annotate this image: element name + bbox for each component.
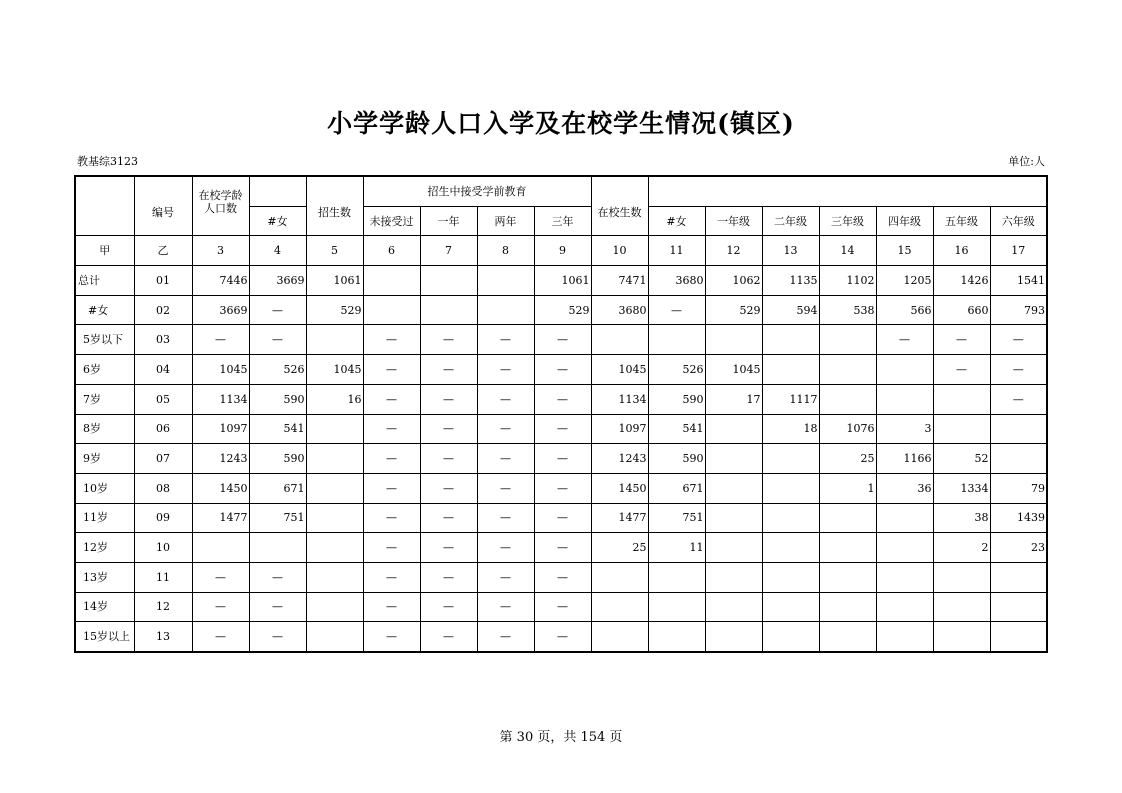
data-cell (819, 533, 876, 563)
index-cell: 10 (591, 236, 648, 266)
data-cell: 1450 (591, 473, 648, 503)
data-cell: 590 (648, 384, 705, 414)
index-row (75, 236, 1047, 266)
data-cell (819, 325, 876, 355)
row-code: 08 (134, 473, 192, 503)
row-code: 07 (134, 444, 192, 474)
data-cell (705, 622, 762, 652)
data-cell: — (420, 384, 477, 414)
row-code: 10 (134, 533, 192, 563)
data-cell: 566 (876, 295, 933, 325)
data-cell (819, 384, 876, 414)
female2-header: #女 (648, 206, 705, 236)
data-cell: 1243 (192, 444, 249, 474)
data-cell: — (363, 355, 420, 385)
data-cell (363, 295, 420, 325)
data-cell: 25 (591, 533, 648, 563)
data-cell: 751 (648, 503, 705, 533)
data-cell: — (249, 325, 306, 355)
table-row (75, 444, 1047, 474)
data-cell (990, 592, 1047, 622)
data-cell: — (534, 562, 591, 592)
data-cell: — (249, 562, 306, 592)
statistics-table (74, 175, 1048, 653)
data-cell: 671 (648, 473, 705, 503)
data-cell (420, 266, 477, 296)
data-cell: — (192, 622, 249, 652)
data-cell: — (363, 444, 420, 474)
row-label: 13岁 (75, 562, 134, 592)
data-cell (591, 622, 648, 652)
data-cell: 1205 (876, 266, 933, 296)
data-cell (306, 503, 363, 533)
data-cell (705, 444, 762, 474)
data-cell: 529 (705, 295, 762, 325)
index-cell: 11 (648, 236, 705, 266)
row-label: 9岁 (75, 444, 134, 474)
data-cell (705, 533, 762, 563)
index-cell: 甲 (75, 236, 134, 266)
data-cell: 2 (933, 533, 990, 563)
data-cell: — (990, 325, 1047, 355)
data-cell (306, 325, 363, 355)
data-cell: — (420, 414, 477, 444)
index-cell: 12 (705, 236, 762, 266)
data-cell: 1134 (591, 384, 648, 414)
data-cell (705, 562, 762, 592)
data-cell: 79 (990, 473, 1047, 503)
data-cell: — (534, 355, 591, 385)
index-cell: 13 (762, 236, 819, 266)
data-cell: 1061 (306, 266, 363, 296)
unit-label: 单位:人 (1008, 155, 1045, 168)
data-cell (306, 444, 363, 474)
data-cell (990, 444, 1047, 474)
data-cell: — (420, 355, 477, 385)
data-cell (819, 622, 876, 652)
page-footer: 第 30 页，共 154 页 (499, 730, 623, 745)
data-cell: — (477, 444, 534, 474)
data-cell: 3680 (648, 266, 705, 296)
data-cell: — (534, 384, 591, 414)
data-cell (876, 533, 933, 563)
table-row (75, 533, 1047, 563)
index-cell: 3 (192, 236, 249, 266)
data-cell: — (363, 533, 420, 563)
table-row (75, 562, 1047, 592)
row-label: 5岁以下 (75, 325, 134, 355)
data-cell: 1134 (192, 384, 249, 414)
data-cell: 1076 (819, 414, 876, 444)
data-cell (648, 562, 705, 592)
data-cell (762, 444, 819, 474)
index-cell: 4 (249, 236, 306, 266)
data-cell (591, 562, 648, 592)
data-cell: — (477, 325, 534, 355)
table-row (75, 592, 1047, 622)
data-cell: — (420, 562, 477, 592)
page-title: 小学学龄人口入学及在校学生情况(镇区) (327, 109, 795, 138)
data-cell: 1097 (192, 414, 249, 444)
number-header: 编号 (134, 206, 192, 236)
two-years-header: 两年 (477, 206, 534, 236)
index-cell: 乙 (134, 236, 192, 266)
data-cell: 25 (819, 444, 876, 474)
data-cell: — (249, 592, 306, 622)
row-label: 总计 (75, 266, 134, 296)
index-cell: 5 (306, 236, 363, 266)
row-code: 11 (134, 562, 192, 592)
table-row (75, 414, 1047, 444)
data-cell: — (363, 592, 420, 622)
data-cell (306, 414, 363, 444)
data-cell: 1450 (192, 473, 249, 503)
data-cell: 1045 (306, 355, 363, 385)
in-school-header: 在校生数 (591, 206, 648, 236)
data-cell: 1045 (591, 355, 648, 385)
grade3-header: 三年级 (819, 206, 876, 236)
data-cell: 3669 (249, 266, 306, 296)
data-cell: 526 (249, 355, 306, 385)
data-cell: — (477, 414, 534, 444)
data-cell (306, 622, 363, 652)
number-header-top (134, 176, 192, 206)
row-code: 05 (134, 384, 192, 414)
data-cell (192, 533, 249, 563)
data-cell (876, 503, 933, 533)
data-cell: — (192, 592, 249, 622)
female-header: #女 (249, 206, 306, 236)
row-code: 06 (134, 414, 192, 444)
data-cell: — (249, 295, 306, 325)
data-cell (933, 592, 990, 622)
row-label: 10岁 (75, 473, 134, 503)
data-cell: — (363, 473, 420, 503)
table-row (75, 503, 1047, 533)
row-code: 09 (134, 503, 192, 533)
data-cell: 1062 (705, 266, 762, 296)
data-cell: 529 (534, 295, 591, 325)
data-cell (819, 503, 876, 533)
data-cell (762, 622, 819, 652)
data-cell: 1166 (876, 444, 933, 474)
data-cell: 1117 (762, 384, 819, 414)
data-cell: 1426 (933, 266, 990, 296)
data-cell (477, 295, 534, 325)
data-cell (477, 266, 534, 296)
data-cell: — (420, 473, 477, 503)
row-code: 03 (134, 325, 192, 355)
data-cell: — (363, 414, 420, 444)
index-cell: 16 (933, 236, 990, 266)
data-cell (420, 295, 477, 325)
data-cell (306, 592, 363, 622)
data-cell (876, 562, 933, 592)
data-cell: 1477 (192, 503, 249, 533)
data-cell: — (192, 562, 249, 592)
data-cell: 36 (876, 473, 933, 503)
data-cell: 1541 (990, 266, 1047, 296)
data-cell: — (363, 325, 420, 355)
row-label: #女 (75, 295, 134, 325)
data-cell: 594 (762, 295, 819, 325)
data-cell: — (420, 622, 477, 652)
data-cell (933, 622, 990, 652)
data-cell: — (420, 533, 477, 563)
data-cell: 1439 (990, 503, 1047, 533)
data-cell (648, 622, 705, 652)
data-cell (933, 562, 990, 592)
data-cell (591, 592, 648, 622)
data-cell (648, 325, 705, 355)
row-code: 13 (134, 622, 192, 652)
data-cell (762, 533, 819, 563)
data-cell: — (876, 325, 933, 355)
enrolled-header: 招生数 (306, 206, 363, 236)
index-cell: 7 (420, 236, 477, 266)
data-cell (933, 414, 990, 444)
data-cell: — (933, 355, 990, 385)
data-cell: 1097 (591, 414, 648, 444)
data-cell: 7446 (192, 266, 249, 296)
data-cell (363, 266, 420, 296)
data-cell (762, 592, 819, 622)
data-cell: 3680 (591, 295, 648, 325)
data-cell: 1045 (705, 355, 762, 385)
data-cell: 23 (990, 533, 1047, 563)
index-cell: 6 (363, 236, 420, 266)
row-label: 11岁 (75, 503, 134, 533)
data-cell: 1334 (933, 473, 990, 503)
enrolled-header-top (306, 176, 363, 206)
row-label: 14岁 (75, 592, 134, 622)
data-cell: — (534, 622, 591, 652)
data-cell: — (420, 503, 477, 533)
data-cell: — (990, 384, 1047, 414)
data-cell (762, 473, 819, 503)
data-cell (819, 592, 876, 622)
school-age-pop-header: 在校学龄 人口数 (192, 176, 249, 236)
data-cell (876, 384, 933, 414)
data-cell: 590 (249, 444, 306, 474)
data-cell: — (477, 503, 534, 533)
row-label: 12岁 (75, 533, 134, 563)
data-cell (762, 562, 819, 592)
data-cell (990, 622, 1047, 652)
data-cell: — (249, 622, 306, 652)
data-cell (762, 325, 819, 355)
data-cell: — (477, 533, 534, 563)
data-cell (876, 355, 933, 385)
grade-group-header (648, 176, 1047, 206)
data-cell (990, 414, 1047, 444)
data-cell (705, 503, 762, 533)
data-cell (876, 622, 933, 652)
data-cell (819, 355, 876, 385)
data-cell (705, 592, 762, 622)
row-label: 15岁以上 (75, 622, 134, 652)
data-cell (249, 533, 306, 563)
data-cell: — (420, 592, 477, 622)
data-cell: 1 (819, 473, 876, 503)
data-cell: 3 (876, 414, 933, 444)
data-cell: 17 (705, 384, 762, 414)
data-cell: — (192, 325, 249, 355)
data-cell (306, 533, 363, 563)
three-years-header: 三年 (534, 206, 591, 236)
grade6-header: 六年级 (990, 206, 1047, 236)
female-header-top (249, 176, 306, 206)
data-cell (762, 355, 819, 385)
data-cell: — (477, 592, 534, 622)
data-cell (306, 562, 363, 592)
data-cell: 751 (249, 503, 306, 533)
grade2-header: 二年级 (762, 206, 819, 236)
data-cell: — (363, 384, 420, 414)
data-cell (819, 562, 876, 592)
index-cell: 15 (876, 236, 933, 266)
data-cell: — (648, 295, 705, 325)
data-cell: — (477, 355, 534, 385)
data-cell: 1061 (534, 266, 591, 296)
data-cell: — (363, 622, 420, 652)
none-preschool-header: 未接受过 (363, 206, 420, 236)
data-cell: 7471 (591, 266, 648, 296)
data-cell: 590 (249, 384, 306, 414)
preschool-group-header: 招生中接受学前教育 (363, 176, 591, 206)
data-cell: 538 (819, 295, 876, 325)
data-cell: 16 (306, 384, 363, 414)
data-cell: — (477, 622, 534, 652)
data-cell: — (420, 444, 477, 474)
data-cell (705, 473, 762, 503)
data-cell: — (534, 444, 591, 474)
data-cell: — (534, 414, 591, 444)
data-cell: 660 (933, 295, 990, 325)
data-cell: 11 (648, 533, 705, 563)
data-cell (990, 562, 1047, 592)
table-row (75, 384, 1047, 414)
data-cell: 526 (648, 355, 705, 385)
data-cell: — (534, 533, 591, 563)
index-cell: 9 (534, 236, 591, 266)
data-cell: 1045 (192, 355, 249, 385)
row-label: 7岁 (75, 384, 134, 414)
form-code: 教基综3123 (77, 155, 138, 168)
data-cell: — (534, 473, 591, 503)
row-code: 01 (134, 266, 192, 296)
data-cell: 541 (648, 414, 705, 444)
data-cell: — (534, 592, 591, 622)
index-cell: 8 (477, 236, 534, 266)
grade4-header: 四年级 (876, 206, 933, 236)
table-row (75, 622, 1047, 652)
data-cell: — (534, 325, 591, 355)
table-row (75, 355, 1047, 385)
table-row (75, 473, 1047, 503)
data-cell (876, 592, 933, 622)
data-cell: — (534, 503, 591, 533)
data-cell: — (933, 325, 990, 355)
data-cell: 793 (990, 295, 1047, 325)
data-cell: 38 (933, 503, 990, 533)
data-cell: 529 (306, 295, 363, 325)
grade1-header: 一年级 (705, 206, 762, 236)
table-row (75, 266, 1047, 296)
data-cell: 1102 (819, 266, 876, 296)
table-row (75, 295, 1047, 325)
data-cell: — (990, 355, 1047, 385)
data-cell: — (477, 384, 534, 414)
data-cell: 590 (648, 444, 705, 474)
in-school-header-top (591, 176, 648, 206)
row-code: 02 (134, 295, 192, 325)
corner-cell (75, 176, 134, 236)
header-row-1 (75, 176, 1047, 206)
data-cell: — (477, 473, 534, 503)
data-cell (648, 592, 705, 622)
row-code: 04 (134, 355, 192, 385)
data-cell: 1135 (762, 266, 819, 296)
data-cell (933, 384, 990, 414)
data-cell: 3669 (192, 295, 249, 325)
grade5-header: 五年级 (933, 206, 990, 236)
data-cell: 1477 (591, 503, 648, 533)
data-cell: — (363, 503, 420, 533)
data-cell: 1243 (591, 444, 648, 474)
data-cell (705, 414, 762, 444)
table-row (75, 325, 1047, 355)
data-cell: 18 (762, 414, 819, 444)
data-cell: — (363, 562, 420, 592)
data-cell (591, 325, 648, 355)
index-cell: 17 (990, 236, 1047, 266)
data-cell: — (477, 562, 534, 592)
data-cell (762, 503, 819, 533)
row-code: 12 (134, 592, 192, 622)
data-cell: 541 (249, 414, 306, 444)
row-label: 6岁 (75, 355, 134, 385)
one-year-header: 一年 (420, 206, 477, 236)
data-cell: 52 (933, 444, 990, 474)
row-label: 8岁 (75, 414, 134, 444)
index-cell: 14 (819, 236, 876, 266)
data-cell (306, 473, 363, 503)
data-cell: 671 (249, 473, 306, 503)
data-cell (705, 325, 762, 355)
data-cell: — (420, 325, 477, 355)
